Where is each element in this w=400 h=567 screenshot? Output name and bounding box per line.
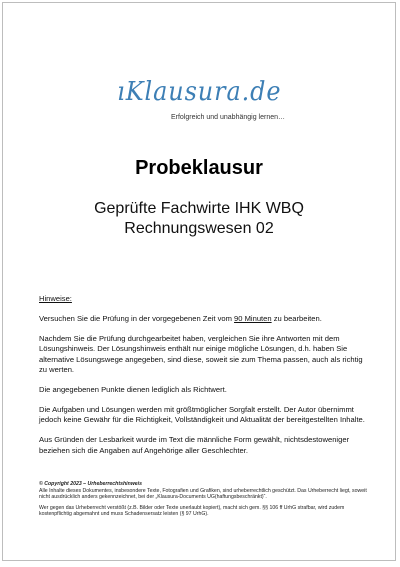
subtitle-line-1: Geprüfte Fachwirte IHK WBQ (94, 200, 304, 217)
notes-paragraph-time (39, 314, 367, 324)
document-page (2, 2, 396, 561)
subtitle-line-2: Rechnungswesen 02 (124, 220, 274, 237)
notes-heading: Hinweise: (39, 294, 72, 303)
copyright-text: Alle Inhalte dieses Dokumentes, insbesondere Texte, Fotografien und Grafiken, sind urheberrechtlich geschützt. Das Urheberrecht liegt, soweit nicht ausdrücklich anders gekennzeichnet, bei der „Klausura-Documents UG(haftungsbeschränkt)“. (39, 487, 367, 501)
notes-time-before: Versuchen Sie die Prüfung in der vorgegebenen Zeit vom (39, 313, 235, 323)
logo-wordmark: ıKlausura.de (116, 77, 282, 107)
logo-tagline: Erfolgreich und unabhängig lernen… (170, 114, 285, 121)
copyright-title: © Copyright 2023 – Urheberrechtshinweis (39, 481, 142, 487)
notes-section (39, 294, 367, 465)
page-title: Probeklausur (135, 157, 263, 179)
notes-time-after: zu bearbeiten. (271, 313, 322, 323)
copyright-section (39, 481, 367, 522)
klausura-logo (3, 77, 395, 107)
copyright-warning: Wer gegen das Urheberrecht verstößt (z.B. Bilder oder Texte unerlaubt kopiert), macht sich gem. §§ 106 ff UrhG strafbar, wird zudem kostenpflichtig abgemahnt und muss Schadensersatz leisten (§ 97 UrhG). (39, 504, 345, 518)
notes-paragraph-points: Die angegebenen Punkte dienen lediglich als Richtwert. (39, 384, 227, 394)
notes-paragraph-solutions: Nachdem Sie die Prüfung durchgearbeitet haben, vergleichen Sie ihre Antworten mit dem Lösungshinweis. Der Lösungshinweis enthält nur einige mögliche Lösungen, d.h. haben Sie alternative Lösungswege angegeben, sind diese, soweit sie zum Thema passen, auch als richtig zu werten. (39, 333, 363, 375)
page-subtitle (3, 199, 395, 239)
notes-paragraph-gender: Aus Gründen der Lesbarkeit wurde im Text die männliche Form gewählt, nichtsdestoweniger beziehen sich die Angaben auf Angehörige aller Geschlechter. (39, 435, 350, 455)
notes-paragraph-disclaimer: Die Aufgaben und Lösungen werden mit größtmöglicher Sorgfalt erstellt. Der Autor übernimmt jedoch keine Gewähr für die Richtigkeit, Vollständigkeit und Aktualität der bereitgestellten Inhalte. (39, 404, 365, 425)
notes-time-value: 90 Minuten (234, 313, 272, 323)
